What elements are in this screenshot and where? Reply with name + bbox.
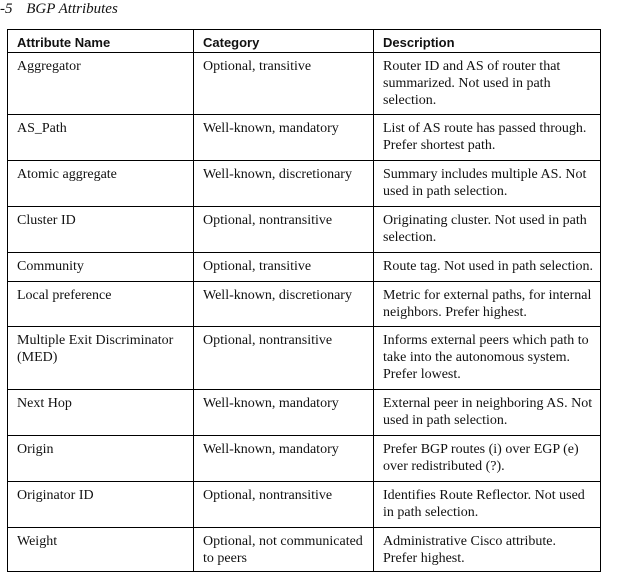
attribute-name-cell: Atomic aggregate: [8, 161, 194, 207]
table-row: [8, 282, 601, 327]
category-cell: Well-known, discretionary: [194, 161, 374, 207]
table-title: BGP Attributes: [26, 1, 118, 17]
table-row: [8, 436, 601, 482]
category-cell: Well-known, mandatory: [194, 390, 374, 436]
table-row: [8, 482, 601, 528]
table-row: [8, 253, 601, 282]
description-cell: Originating cluster. Not used in path selection.: [374, 207, 601, 253]
category-cell: Well-known, discretionary: [194, 282, 374, 327]
description-cell: Identifies Route Reflector. Not used in path selection.: [374, 482, 601, 528]
column-header-description: Description: [374, 30, 601, 53]
category-cell: Optional, nontransitive: [194, 207, 374, 253]
attribute-name-cell: Originator ID: [8, 482, 194, 528]
category-cell: Well-known, mandatory: [194, 115, 374, 161]
table-caption: [0, 1, 118, 21]
description-cell: External peer in neighboring AS. Not used in path selection.: [374, 390, 601, 436]
attribute-name-cell: Community: [8, 253, 194, 282]
table-row: [8, 161, 601, 207]
attribute-name-cell: Aggregator: [8, 53, 194, 115]
attribute-name-cell: Local preference: [8, 282, 194, 327]
attribute-name-cell: Next Hop: [8, 390, 194, 436]
attribute-name-cell: Multiple Exit Discriminator (MED): [8, 327, 194, 390]
table-row: [8, 207, 601, 253]
description-cell: Administrative Cisco attribute. Prefer highest.: [374, 528, 601, 572]
table-number: -5: [0, 1, 13, 17]
category-cell: Well-known, mandatory: [194, 436, 374, 482]
description-cell: Prefer BGP routes (i) over EGP (e) over redistributed (?).: [374, 436, 601, 482]
category-cell: Optional, transitive: [194, 53, 374, 115]
header-row: [8, 30, 601, 53]
description-cell: List of AS route has passed through. Prefer shortest path.: [374, 115, 601, 161]
table-row: [8, 115, 601, 161]
category-cell: Optional, nontransitive: [194, 482, 374, 528]
table-row: [8, 327, 601, 390]
column-header-category: Category: [194, 30, 374, 53]
description-cell: Metric for external paths, for internal neighbors. Prefer highest.: [374, 282, 601, 327]
table-row: [8, 53, 601, 115]
attribute-name-cell: Origin: [8, 436, 194, 482]
attribute-name-cell: AS_Path: [8, 115, 194, 161]
bgp-attributes-table: [7, 29, 601, 572]
column-header-attribute-name: Attribute Name: [8, 30, 194, 53]
table-row: [8, 528, 601, 572]
category-cell: Optional, nontransitive: [194, 327, 374, 390]
category-cell: Optional, transitive: [194, 253, 374, 282]
description-cell: Route tag. Not used in path selection.: [374, 253, 601, 282]
category-cell: Optional, not communicated to peers: [194, 528, 374, 572]
attribute-name-cell: Weight: [8, 528, 194, 572]
description-cell: Summary includes multiple AS. Not used in path selection.: [374, 161, 601, 207]
attribute-name-cell: Cluster ID: [8, 207, 194, 253]
description-cell: Informs external peers which path to take into the autonomous system. Prefer lowest.: [374, 327, 601, 390]
description-cell: Router ID and AS of router that summarized. Not used in path selection.: [374, 53, 601, 115]
table-row: [8, 390, 601, 436]
